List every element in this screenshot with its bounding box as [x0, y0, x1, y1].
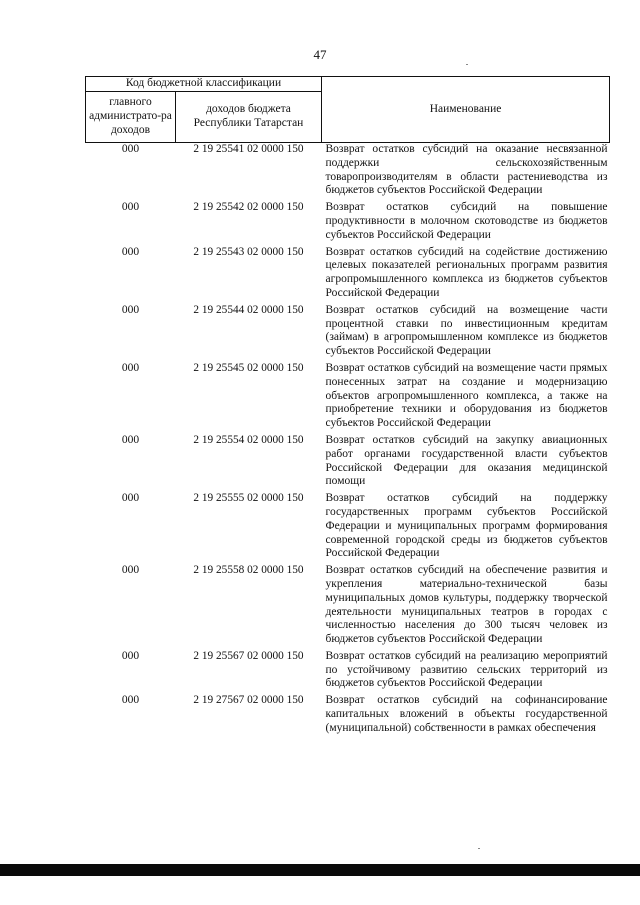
admin-code-cell: 000 — [121, 303, 140, 316]
name-cell: Возврат остатков субсидий на реализацию мероприятий по устойчивому развитию сельских территорий из бюджетов субъектов Российской Федерации — [325, 649, 608, 690]
admin-code-cell: 000 — [121, 492, 140, 505]
header-group-label: Код бюджетной классификации — [86, 77, 322, 92]
revenue-code-cell: 2 19 25545 02 0000 150 — [193, 361, 304, 374]
header-admin: главного администрато-ра доходов — [86, 92, 176, 143]
table-row — [86, 143, 610, 202]
revenue-code-cell: 2 19 25543 02 0000 150 — [193, 245, 304, 258]
table-row — [86, 246, 610, 304]
table-row — [86, 201, 610, 245]
revenue-code-cell: 2 19 27567 02 0000 150 — [193, 694, 304, 707]
name-cell: Возврат остатков субсидий на содействие достижению целевых показателей региональных программ развития агропромышленного комплекса из бюджетов субъектов Российской Федерации — [325, 245, 608, 299]
scan-footer-bar — [0, 864, 640, 876]
revenue-code-cell: 2 19 25542 02 0000 150 — [193, 201, 304, 214]
table-body — [86, 143, 610, 739]
classification-table — [85, 76, 610, 739]
scan-speck — [478, 848, 480, 849]
revenue-code-cell: 2 19 25558 02 0000 150 — [193, 564, 304, 577]
admin-code-cell: 000 — [121, 361, 140, 374]
table-row — [86, 362, 610, 434]
revenue-code-cell: 2 19 25541 02 0000 150 — [193, 143, 304, 155]
table-row — [86, 650, 610, 694]
name-cell: Возврат остатков субсидий на оказание несвязанной поддержки сельскохозяйственным товаропроизводителям в области растениеводства из бюджетов субъектов Российской Федерации — [325, 143, 608, 197]
revenue-code-cell: 2 19 25555 02 0000 150 — [193, 492, 304, 505]
table-header — [86, 77, 610, 143]
admin-code-cell: 000 — [121, 245, 140, 258]
admin-code-cell: 000 — [121, 201, 140, 214]
admin-code-cell: 000 — [121, 143, 140, 155]
name-cell: Возврат остатков субсидий на обеспечение развития и укрепления материально-технической базы муниципальных домов культуры, поддержку творческой деятельности муниципальных театров в городах с численностью населения до 300 тысяч человек из бюджетов субъектов Российской Федерации — [325, 564, 608, 646]
page-number: 47 — [313, 47, 327, 62]
table-row — [86, 492, 610, 564]
table-row — [86, 304, 610, 362]
admin-code-cell: 000 — [121, 433, 140, 446]
revenue-code-cell: 2 19 25567 02 0000 150 — [193, 649, 304, 662]
header-name: Наименование — [322, 77, 610, 143]
admin-code-cell: 000 — [121, 649, 140, 662]
admin-code-cell: 000 — [121, 564, 140, 577]
name-cell: Возврат остатков субсидий на закупку авиационных работ органами государственной власти субъектов Российской Федерации для оказания медицинской помощи — [325, 433, 608, 488]
table-row — [86, 564, 610, 650]
scan-speck — [466, 64, 468, 65]
table-row — [86, 434, 610, 492]
admin-code-cell: 000 — [121, 694, 140, 707]
name-cell: Возврат остатков субсидий на возмещение части прямых понесенных затрат на создание и модернизацию объектов агропромышленного комплекса, а также на приобретение техники и оборудования из бюджетов субъектов Российской Федерации — [325, 361, 608, 430]
name-cell: Возврат остатков субсидий на повышение продуктивности в молочном скотоводстве из бюджетов субъектов Российской Федерации — [325, 201, 608, 241]
name-cell: Возврат остатков субсидий на возмещение части процентной ставки по инвестиционным кредитам (займам) в агропромышленном комплексе из бюджетов субъектов Российской Федерации — [325, 303, 608, 358]
name-cell: Возврат остатков субсидий на софинансирование капитальных вложений в объекты государственной (муниципальной) собственности в рамках обеспечения — [325, 694, 608, 734]
revenue-code-cell: 2 19 25544 02 0000 150 — [193, 303, 304, 316]
name-cell: Возврат остатков субсидий на поддержку государственных программ субъектов Российской Федерации и муниципальных программ формирования современной городской среды из бюджетов субъектов Российской Федерации — [325, 492, 608, 560]
header-code: доходов бюджета Республики Татарстан — [176, 92, 322, 143]
revenue-code-cell: 2 19 25554 02 0000 150 — [193, 433, 304, 446]
table-row — [86, 694, 610, 738]
budget-classification-table — [85, 76, 609, 739]
